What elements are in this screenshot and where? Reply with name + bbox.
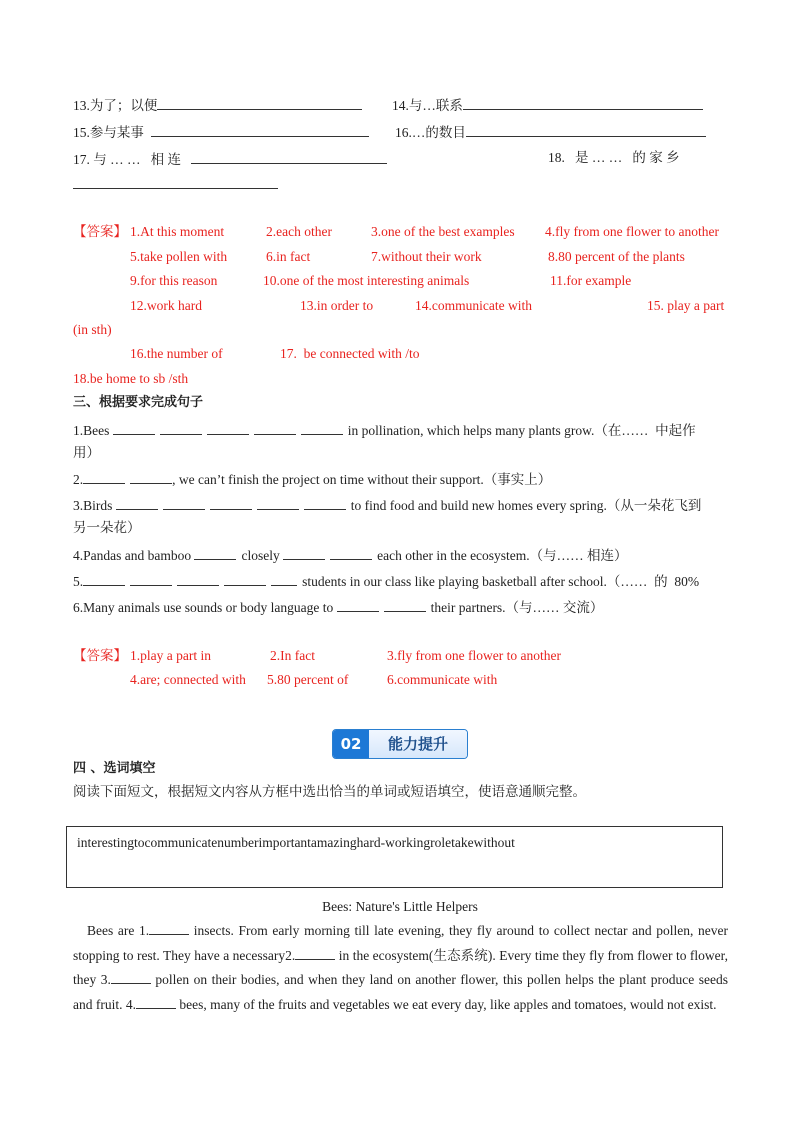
answer-blank[interactable] <box>463 95 703 110</box>
answer-blank[interactable] <box>337 597 379 612</box>
answer-item: 17. be connected with /to <box>280 346 420 361</box>
answer-item: 3.fly from one flower to another <box>387 648 561 663</box>
answer-blank[interactable] <box>113 420 155 435</box>
answer-label: 【答案】 <box>73 224 127 239</box>
answer-blank[interactable] <box>283 545 325 560</box>
answer-blank[interactable] <box>207 420 249 435</box>
vocab-18-blank <box>73 174 278 194</box>
word-list: interestingtocommunicatenumberimportantamazinghard-workingroletakewithout <box>77 835 515 850</box>
answer-item: 14.communicate with <box>415 298 532 313</box>
answer-blank[interactable] <box>224 571 266 586</box>
answer-blank[interactable] <box>210 495 252 510</box>
sentence-1-cont: 用） <box>73 445 100 460</box>
answer-blank[interactable] <box>111 969 151 984</box>
sentence-3-cont: 另一朵花） <box>73 520 141 535</box>
answer-blank[interactable] <box>163 495 205 510</box>
answer-blank[interactable] <box>116 495 158 510</box>
answer-blank[interactable] <box>257 495 299 510</box>
vocab-17: 17. 与 … … 相 连 <box>73 149 387 169</box>
badge-number: 02 <box>333 730 369 758</box>
answer-item: 4.fly from one flower to another <box>545 224 719 239</box>
sentence-2: 2. , we can’t finish the project on time without their support.（事实上） <box>73 469 551 489</box>
vocab-13: 13.为了；以便 <box>73 95 362 115</box>
answer-item: (in sth) <box>73 322 112 337</box>
section-heading: 三、根据要求完成句子 <box>73 395 204 410</box>
answer-item: 2.each other <box>266 224 332 239</box>
answer-item: 12.work hard <box>130 298 202 313</box>
answer-item: 11.for example <box>550 273 632 288</box>
answer-item: 4.are; connected with <box>130 672 246 687</box>
answer-item: 13.in order to <box>300 298 374 313</box>
answer-item: 1.At this moment <box>130 224 225 239</box>
answer-blank[interactable] <box>271 571 297 586</box>
instruction: 阅读下面短文，根据短文内容从方框中选出恰当的单词或短语填空，使语意通顺完整。 <box>73 784 586 799</box>
passage-title: Bees: Nature's Little Helpers <box>322 899 478 914</box>
answer-blank[interactable] <box>191 149 387 164</box>
answer-item: 7.without their work <box>371 249 482 264</box>
answer-blank[interactable] <box>83 571 125 586</box>
answer-blank[interactable] <box>73 174 278 189</box>
answer-item: 8.80 percent of the plants <box>548 249 685 264</box>
answer-blank[interactable] <box>83 469 125 484</box>
answer-blank[interactable] <box>384 597 426 612</box>
answer-item: 10.one of the most interesting animals <box>263 273 470 288</box>
answer-blank[interactable] <box>254 420 296 435</box>
answer-item: 1.play a part in <box>130 648 211 663</box>
answer-blank[interactable] <box>466 122 706 137</box>
answer-item: 3.one of the best examples <box>371 224 515 239</box>
vocab-16: 16.…的数目 <box>395 122 706 142</box>
answer-label: 【答案】 <box>73 648 127 663</box>
answer-blank[interactable] <box>304 495 346 510</box>
answer-item: 15. play a part <box>647 298 725 313</box>
sentence-1: 1.Bees in pollination, which helps many plants grow.（在…… 中起作 <box>73 420 696 440</box>
answer-blank[interactable] <box>130 571 172 586</box>
section-heading: 四 、选词填空 <box>73 761 156 776</box>
word-box <box>66 826 723 888</box>
answer-item: 6.communicate with <box>387 672 498 687</box>
vocab-14: 14.与…联系 <box>392 95 703 115</box>
passage: Bees are 1. insects. From early morning till late evening, they fly around to collect nectar and pollen, never stopping to rest. They have a necessary2. in the ecosystem(生态系统). Every time they fly from flower to flower, they 3. pollen on their bodies, and when they land on another flower, this pollen helps the plant produce seeds and fruit. 4. bees, many of the fruits and vegetables we eat every day, like apples and tomatoes, would not exist. <box>73 919 728 1017</box>
answer-blank[interactable] <box>130 469 172 484</box>
answer-item: 18.be home to sb /sth <box>73 371 189 386</box>
answer-blank[interactable] <box>136 994 176 1009</box>
answer-blank[interactable] <box>194 545 236 560</box>
sentence-5: 5. students in our class like playing basketball after school.（…… 的 80% <box>73 571 699 591</box>
answer-blank[interactable] <box>151 122 369 137</box>
vocab-15: 15.参与某事 <box>73 122 369 142</box>
answer-blank[interactable] <box>301 420 343 435</box>
answer-item: 5.80 percent of <box>267 672 349 687</box>
answer-item: 5.take pollen with <box>130 249 228 264</box>
sentence-3: 3.Birds to find food and build new homes every spring.（从一朵花飞到 <box>73 495 701 515</box>
answer-blank[interactable] <box>149 920 189 935</box>
answer-blank[interactable] <box>160 420 202 435</box>
sentence-6: 6.Many animals use sounds or body language to their partners.（与…… 交流） <box>73 597 603 617</box>
badge-title: 能力提升 <box>369 730 467 758</box>
answer-item: 9.for this reason <box>130 273 218 288</box>
section-badge <box>332 729 468 759</box>
vocab-18: 18. 是 … … 的 家 乡 <box>548 150 680 165</box>
answer-blank[interactable] <box>295 945 335 960</box>
answer-blank[interactable] <box>177 571 219 586</box>
sentence-4: 4.Pandas and bamboo closely each other in the ecosystem.（与…… 相连） <box>73 545 628 565</box>
answer-item: 16.the number of <box>130 346 223 361</box>
answer-blank[interactable] <box>330 545 372 560</box>
answer-blank[interactable] <box>157 95 362 110</box>
answer-item: 2.In fact <box>270 648 315 663</box>
answer-item: 6.in fact <box>266 249 311 264</box>
